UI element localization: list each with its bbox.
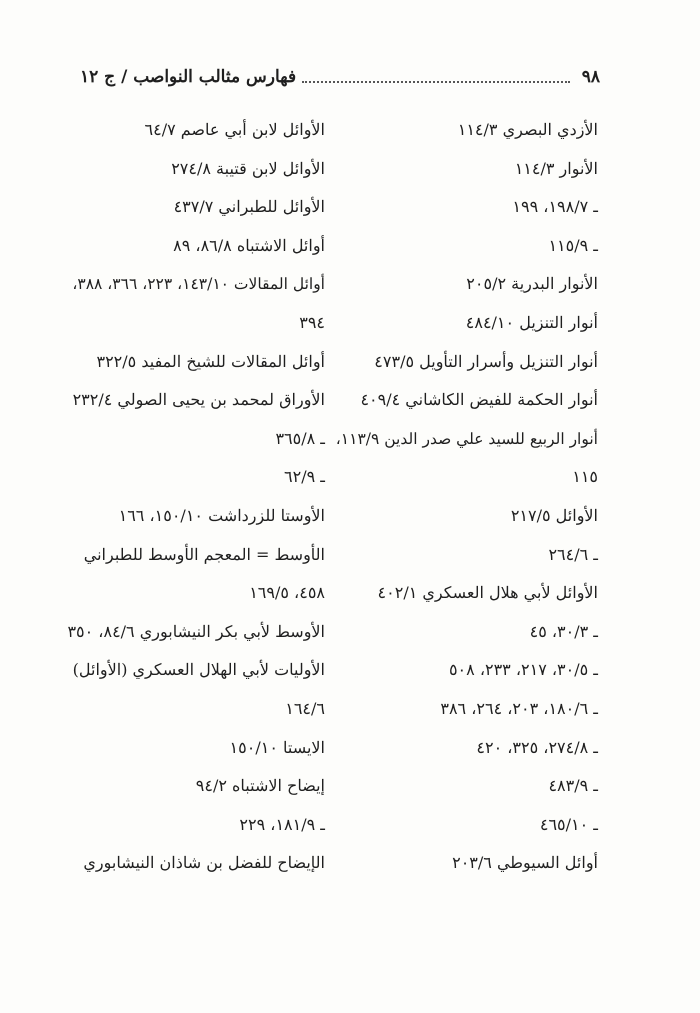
index-entry: ـ ٤٦٥/١٠ — [539, 814, 598, 834]
index-entry: الأوراق لمحمد بن يحيى الصولي ٢٣٢/٤ — [72, 390, 325, 410]
index-entry: أنوار التنزيل ٤٨٤/١٠ — [465, 312, 598, 332]
index-entry: أوائل السيوطي ٢٠٣/٦ — [452, 853, 598, 873]
index-column-right — [335, 111, 598, 883]
index-entry: أنوار الربيع للسيد علي صدر الدين ١١٣/٩، — [335, 429, 598, 448]
page-header — [80, 62, 600, 92]
index-entry: ٤٥٨، ١٦٩/٥ — [249, 583, 325, 603]
leader-dots — [302, 71, 570, 83]
index-entry: الأوسط = المعجم الأوسط للطبراني — [83, 544, 325, 564]
index-entry: الأوليات لأبي الهلال العسكري (الأوائل) — [72, 660, 325, 680]
index-entry: ـ ٣٦٥/٨ — [275, 428, 325, 448]
index-entry: ـ ١٩٨/٧، ١٩٩ — [512, 197, 598, 217]
index-entry: الأوسط لأبي بكر النيشابوري ٨٤/٦، ٣٥٠ — [67, 621, 325, 641]
index-entry: الايستا ١٥٠/١٠ — [229, 737, 325, 757]
index-column-left — [67, 111, 325, 883]
page-number: ٩٨ — [581, 67, 600, 87]
index-entry: أنوار التنزيل وأسرار التأويل ٤٧٣/٥ — [374, 351, 598, 371]
index-entry: أوائل الاشتباه ٨٦/٨، ٨٩ — [173, 235, 325, 255]
index-entry: ـ ٦٢/٩ — [284, 467, 325, 487]
index-entry: ـ ١٨٠/٦، ٢٠٣، ٢٦٤، ٣٨٦ — [440, 698, 598, 718]
index-entry: ـ ٤٨٣/٩ — [548, 776, 598, 796]
index-entry: الأزدي البصري ١١٤/٣ — [457, 120, 598, 139]
index-entry: الإيضاح للفضل بن شاذان النيشابوري — [83, 853, 325, 873]
index-entry: الأوائل للطبراني ٤٣٧/٧ — [173, 197, 325, 217]
index-entry: الأوائل لأبي هلال العسكري ٤٠٢/١ — [377, 583, 598, 603]
index-entry: إيضاح الاشتباه ٩٤/٢ — [195, 776, 325, 796]
index-entry: ـ ١٨١/٩، ٢٢٩ — [239, 814, 325, 834]
index-entry: ـ ١١٥/٩ — [548, 235, 598, 255]
index-entry: الأوائل لابن أبي عاصم ٦٤/٧ — [144, 120, 325, 139]
index-entry: ـ ٣٠/٥، ٢١٧، ٢٣٣، ٥٠٨ — [448, 660, 598, 680]
index-entry: الأوائل لابن قتيبة ٢٧٤/٨ — [171, 158, 325, 178]
index-entry: ـ ٢٧٤/٨، ٣٢٥، ٤٢٠ — [476, 737, 598, 757]
index-entry: الأوائل ٢١٧/٥ — [510, 505, 598, 525]
index-entry: ـ ٢٦٤/٦ — [548, 544, 598, 564]
index-entry: أنوار الحكمة للفيض الكاشاني ٤٠٩/٤ — [360, 390, 598, 410]
index-entry: أوائل المقالات للشيخ المفيد ٣٢٢/٥ — [96, 351, 325, 371]
index-entry: أوائل المقالات ١٤٣/١٠، ٢٢٣، ٣٦٦، ٣٨٨، — [72, 275, 325, 294]
running-title: فهارس مثالب النواصب / ج ١٢ — [80, 67, 297, 87]
index-entry: الأنوار البدرية ٢٠٥/٢ — [466, 274, 598, 294]
index-entry: ـ ٣٠/٣، ٤٥ — [529, 621, 598, 641]
index-entry: ١٦٤/٦ — [285, 698, 325, 718]
index-entry: الأوستا للزرداشت ١٥٠/١٠، ١٦٦ — [118, 505, 325, 525]
index-entry: ١١٥ — [572, 467, 598, 487]
index-entry: الأنوار ١١٤/٣ — [514, 158, 598, 178]
index-entry: ٣٩٤ — [299, 312, 325, 332]
